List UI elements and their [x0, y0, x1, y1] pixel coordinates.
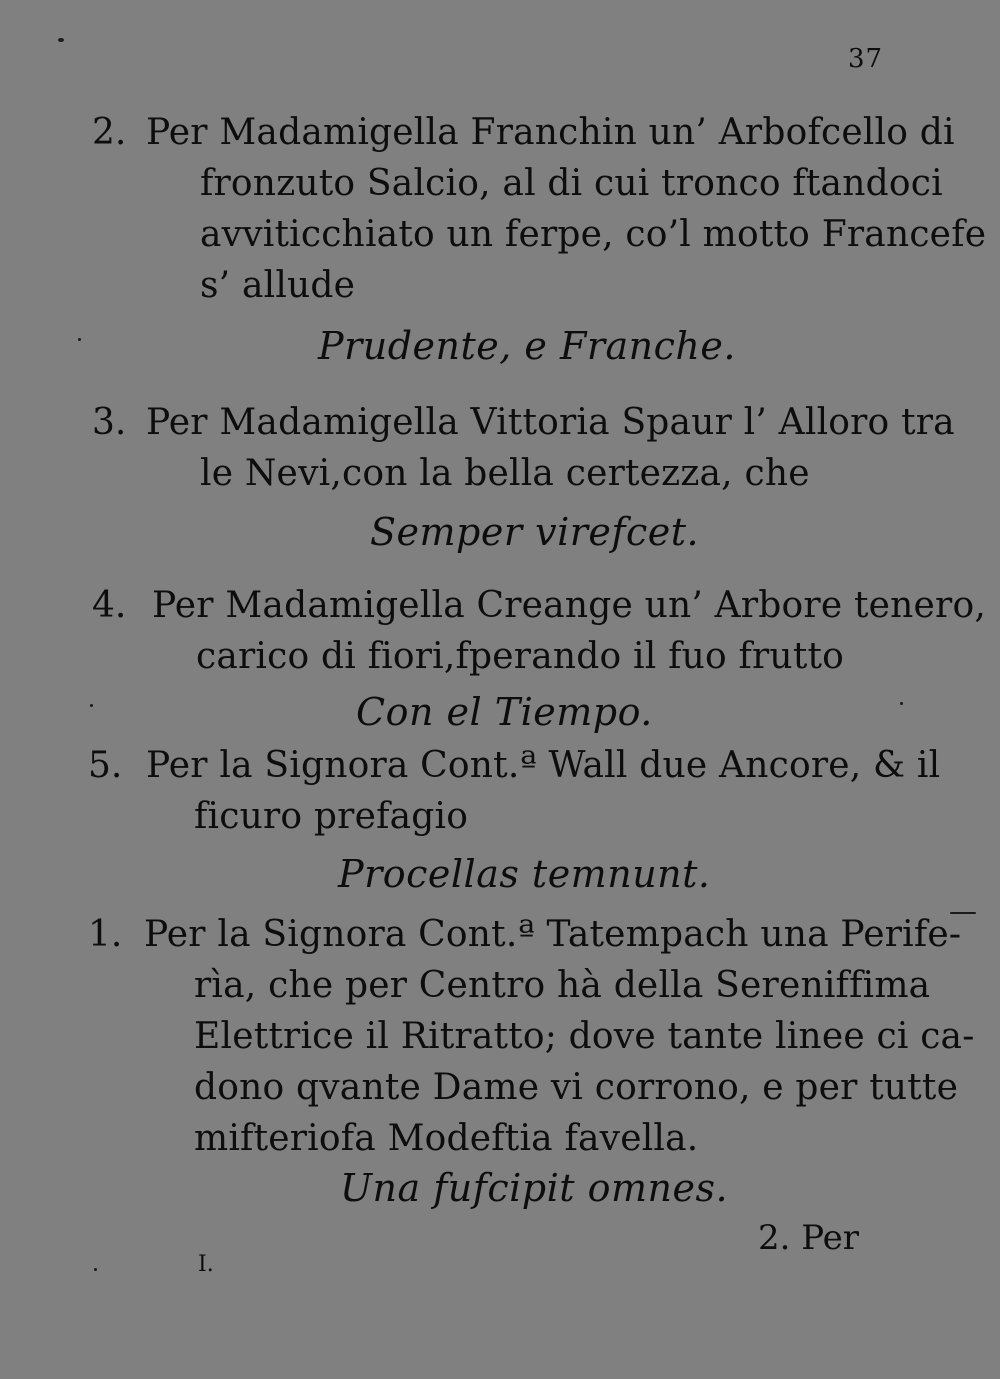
entry-number: 1.	[88, 914, 123, 955]
entry-line: rìa, che per Centro hà della Sereniffima	[194, 965, 931, 1006]
entry-line: Per Madamigella Creange un’ Arbore tenero,	[152, 585, 986, 626]
entry-number: 3.	[92, 402, 127, 443]
entry-number: 5.	[88, 745, 123, 786]
entry-line: s’ allude	[200, 265, 356, 306]
entry-line: avviticchiato un ferpe, co’l motto Francefe	[200, 214, 987, 255]
ink-speck	[58, 38, 64, 42]
entry-line: le Nevi,con la bella certezza, che	[200, 453, 810, 494]
catchword: 2. Per	[758, 1218, 859, 1258]
entry-line: mifteriofa Modeftia favella.	[194, 1118, 699, 1159]
entry-motto: Una fufcipit omnes.	[340, 1166, 729, 1210]
entry-motto: Semper virefcet.	[370, 510, 700, 554]
entry-motto: Procellas temnunt.	[338, 852, 711, 896]
entry-line: Per la Signora Cont.ª Tatempach una Perife-	[144, 914, 962, 955]
signature-mark: I.	[198, 1252, 214, 1277]
ink-speck	[900, 702, 903, 705]
entry-number: 4.	[92, 585, 127, 626]
ink-speck	[78, 338, 81, 341]
ink-speck	[950, 912, 976, 914]
entry-line: Per Madamigella Franchin un’ Arbofcello di	[146, 112, 955, 153]
entry-line: ficuro prefagio	[194, 796, 469, 837]
entry-line: Per la Signora Cont.ª Wall due Ancore, & il	[146, 745, 941, 786]
entry-motto: Prudente, e Franche.	[318, 324, 736, 368]
ink-speck	[94, 1268, 97, 1271]
entry-line: fronzuto Salcio, al di cui tronco ftandoci	[200, 163, 943, 204]
entry-line: dono qvante Dame vi corrono, e per tutte	[194, 1067, 959, 1108]
entry-motto: Con el Tiempo.	[356, 690, 653, 734]
page-number: 37	[848, 44, 884, 74]
entry-line: carico di fiori,fperando il fuo frutto	[196, 636, 845, 677]
ink-speck	[90, 704, 93, 707]
entry-number: 2.	[92, 112, 127, 153]
entry-line: Per Madamigella Vittoria Spaur l’ Alloro tra	[146, 402, 955, 443]
entry-line: Elettrice il Ritratto; dove tante linee ci ca-	[194, 1016, 975, 1057]
